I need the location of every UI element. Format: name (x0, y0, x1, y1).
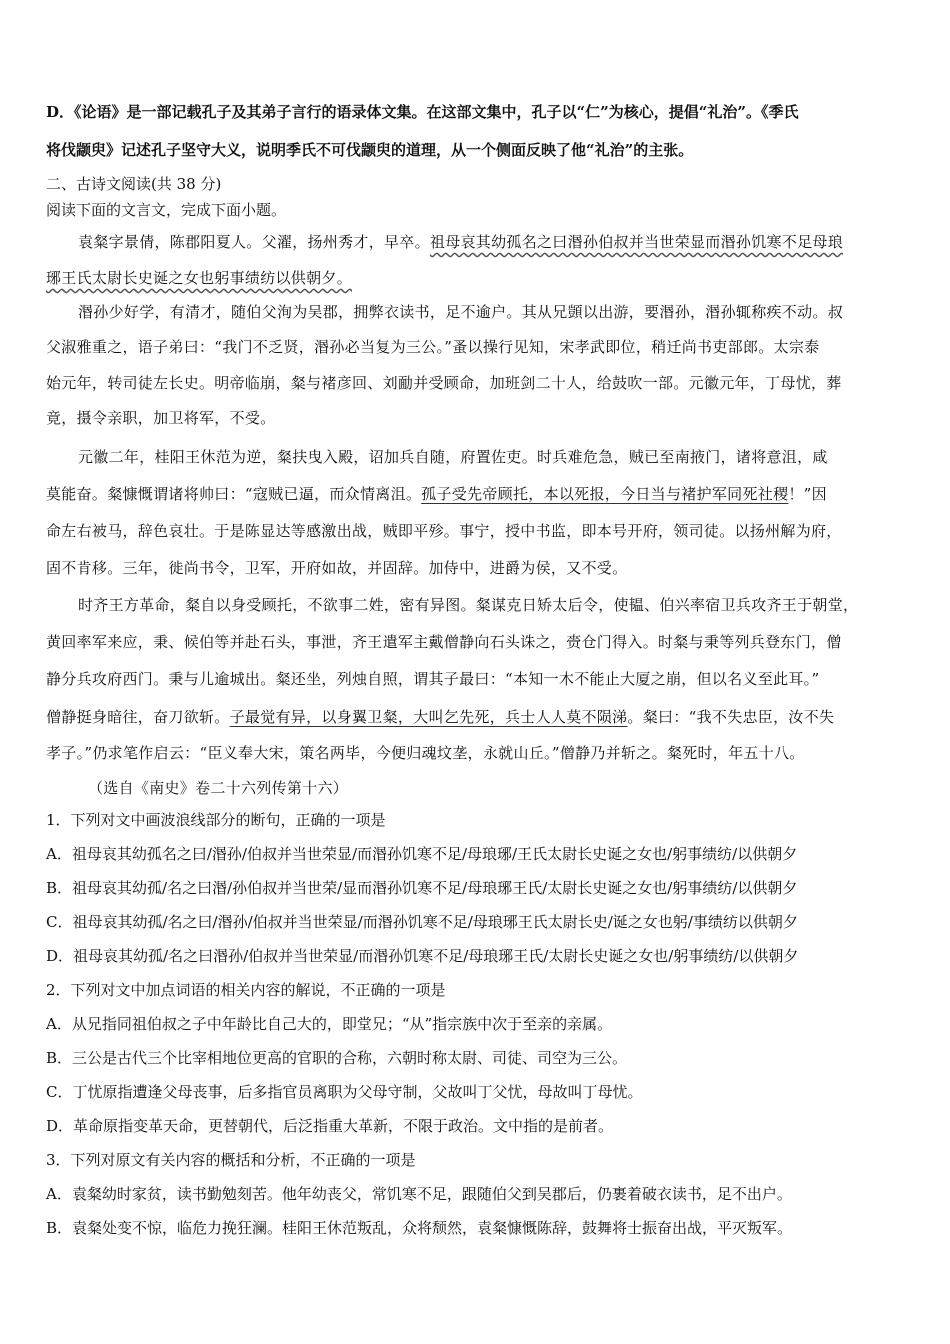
passage-p1-line2 (46, 268, 908, 288)
passage-p2-line2: 父淑雅重之，语子弟曰：“我门不乏贤，湣孙必当复为三公。”蚤以操行见知，宋孝武即位，稍迁尚书吏部郎。太宗泰 (46, 338, 820, 356)
underlined-text: 孤子受先帝顾托，本以死报，今日当与褚护军同死社稷 (421, 485, 789, 503)
question-1: 1．下列对文中画波浪线部分的断句，正确的一项是 (46, 811, 386, 829)
question-2-option-b: B．三公是古代三个比宰相地位更高的官职的合称，六朝时称太尉、司徒、司空为三公。 (46, 1049, 628, 1067)
passage-p4-line5: 孝子。”仍求笔作启云：“臣义奉大宋，策名两毕，今便归魂坟垄，永就山丘。”僧静乃并斩之。粲死时，年五十八。 (46, 744, 805, 762)
wavy-underlined-text: 祖母哀其幼孤名之曰湣孙伯叔并当世荣显而湣孙饥寒不足母琅 (429, 233, 844, 251)
passage-text: 僧静挺身暗往，奋刀欲斩。 (46, 708, 230, 726)
question-1-option-c: C．祖母哀其幼孤/名之曰/湣孙/伯叔并当世荣显/而湣孙饥寒不足/母琅琊王氏太尉长史/诞之女也躬/事绩纺以供朝夕 (46, 913, 798, 931)
question-2-option-c: C．丁忧原指遭逢父母丧事，后多指官员离职为父母守制，父故叫丁父忧，母故叫丁母忧。 (46, 1083, 643, 1101)
passage-p3-line3: 命左右被马，辞色哀壮。于是陈显达等感激出战，贼即平殄。事宁，授中书监，即本号开府，领司徒。以扬州解为府， (46, 522, 842, 540)
option-d-line1: D．《论语》是一部记载孔子及其弟子言行的语录体文集。在这部文集中，孔子以“仁”为核心，提倡“礼治”。《季氏 (46, 103, 799, 121)
passage-text: 。粲曰：“我不失忠臣，汝不失 (627, 708, 835, 726)
option-d-line2: 将伐颛臾》记述孔子坚守大义，说明季氏不可伐颛臾的道理，从一个侧面反映了他“礼治”的主张。 (46, 141, 694, 159)
passage-text: 莫能奋。粲慷慨谓诸将帅曰：“寇贼已逼，而众情离沮。 (46, 485, 422, 503)
question-1-option-b: B．祖母哀其幼孤/名之曰湣/孙伯叔并当世荣/显而湣孙饥寒不足/母琅琊王氏/太尉长史诞之女也/躬事绩纺/以供朝夕 (46, 879, 798, 897)
question-3-option-a: A．袁粲幼时家贫，读书勤勉刻苦。他年幼丧父，常饥寒不足，跟随伯父到吴郡后，仍裹着破衣读书，足不出户。 (46, 1185, 792, 1203)
question-2: 2．下列对文中加点词语的相关内容的解说，不正确的一项是 (46, 981, 446, 999)
passage-p4-line4 (46, 707, 908, 727)
passage-p4-line3: 静分兵攻府西门。秉与儿逾城出。粲还坐，列烛自照，谓其子最曰：“本知一木不能止大厦之崩，但以名义至此耳。” (46, 670, 820, 688)
question-3: 3．下列对原文有关内容的概括和分析，不正确的一项是 (46, 1151, 416, 1169)
passage-p2-line3: 始元年，转司徒左长史。明帝临崩，粲与褚彦回、刘勔并受顾命，加班剑二十人，给鼓吹一部。元徽元年，丁母忧，葬 (46, 374, 842, 392)
passage-text: ！”因 (788, 485, 827, 503)
passage-p3-line1: 元徽二年，桂阳王休范为逆，粲扶曳入殿，诏加兵自随，府置佐吏。时兵难危急，贼已至南掖门，诸将意沮，咸 (78, 448, 828, 466)
passage-p4-line2: 黄回率军来应，秉、候伯等并赴石头，事泄，齐王遣军主戴僧静向石头诛之，赍仓门得入。时粲与秉等列兵登东门，僧 (46, 633, 842, 651)
passage-source: （选自《南史》卷二十六列传第十六） (88, 779, 349, 797)
passage-p4-line1: 时齐王方革命，粲自以身受顾托，不欲事二姓，密有异图。粲谋克日矫太后令，使韫、伯兴率宿卫兵攻齐王于朝堂， (78, 596, 859, 614)
question-2-option-d: D．革命原指变革天命，更替朝代，后泛指重大革新，不限于政治。文中指的是前者。 (46, 1117, 614, 1135)
question-1-option-a: A．祖母哀其幼孤名之曰/湣孙/伯叔并当世荣显/而湣孙饥寒不足/母琅琊/王氏太尉长史诞之女也/躬事绩纺/以供朝夕 (46, 845, 798, 863)
passage-p1-line1 (78, 232, 908, 252)
question-1-option-d: D．祖母哀其幼孤/名之曰湣孙/伯叔并当世荣显/而湣孙饥寒不足/母琅琊王氏/太尉长史诞之女也/躬事绩纺/以供朝夕 (46, 947, 799, 965)
section-instruction: 阅读下面的文言文，完成下面小题。 (46, 201, 287, 219)
passage-p2-line4: 竟，摄令亲职，加卫将军，不受。 (46, 409, 276, 427)
passage-p3-line4: 固不肯移。三年，徙尚书令，卫军，开府如故，并固辞。加侍中，进爵为侯，又不受。 (46, 559, 628, 577)
underlined-text: 子最觉有异，以身翼卫粲，大叫乞先死，兵士人人莫不陨涕 (229, 708, 628, 726)
wavy-underlined-text: 琊王氏太尉长史诞之女也躬事绩纺以供朝夕。 (46, 269, 353, 287)
passage-text: 袁粲字景倩，陈郡阳夏人。父濯，扬州秀才，早卒。 (78, 233, 430, 251)
question-2-option-a: A．从兄指同祖伯叔之子中年龄比自己大的，即堂兄；“从”指宗族中次于至亲的亲属。 (46, 1015, 613, 1033)
section-heading: 二、古诗文阅读(共 38 分) (46, 175, 222, 193)
passage-p2-line1: 湣孙少好学，有清才，随伯父洵为吴郡，拥弊衣读书，足不逾户。其从兄顗以出游，要湣孙，湣孙辄称疾不动。叔 (78, 303, 844, 321)
question-3-option-b: B．袁粲处变不惊，临危力挽狂澜。桂阳王休范叛乱，众将颓然，袁粲慷慨陈辞，鼓舞将士振奋出战，平灭叛军。 (46, 1219, 793, 1237)
passage-p3-line2 (46, 484, 908, 504)
